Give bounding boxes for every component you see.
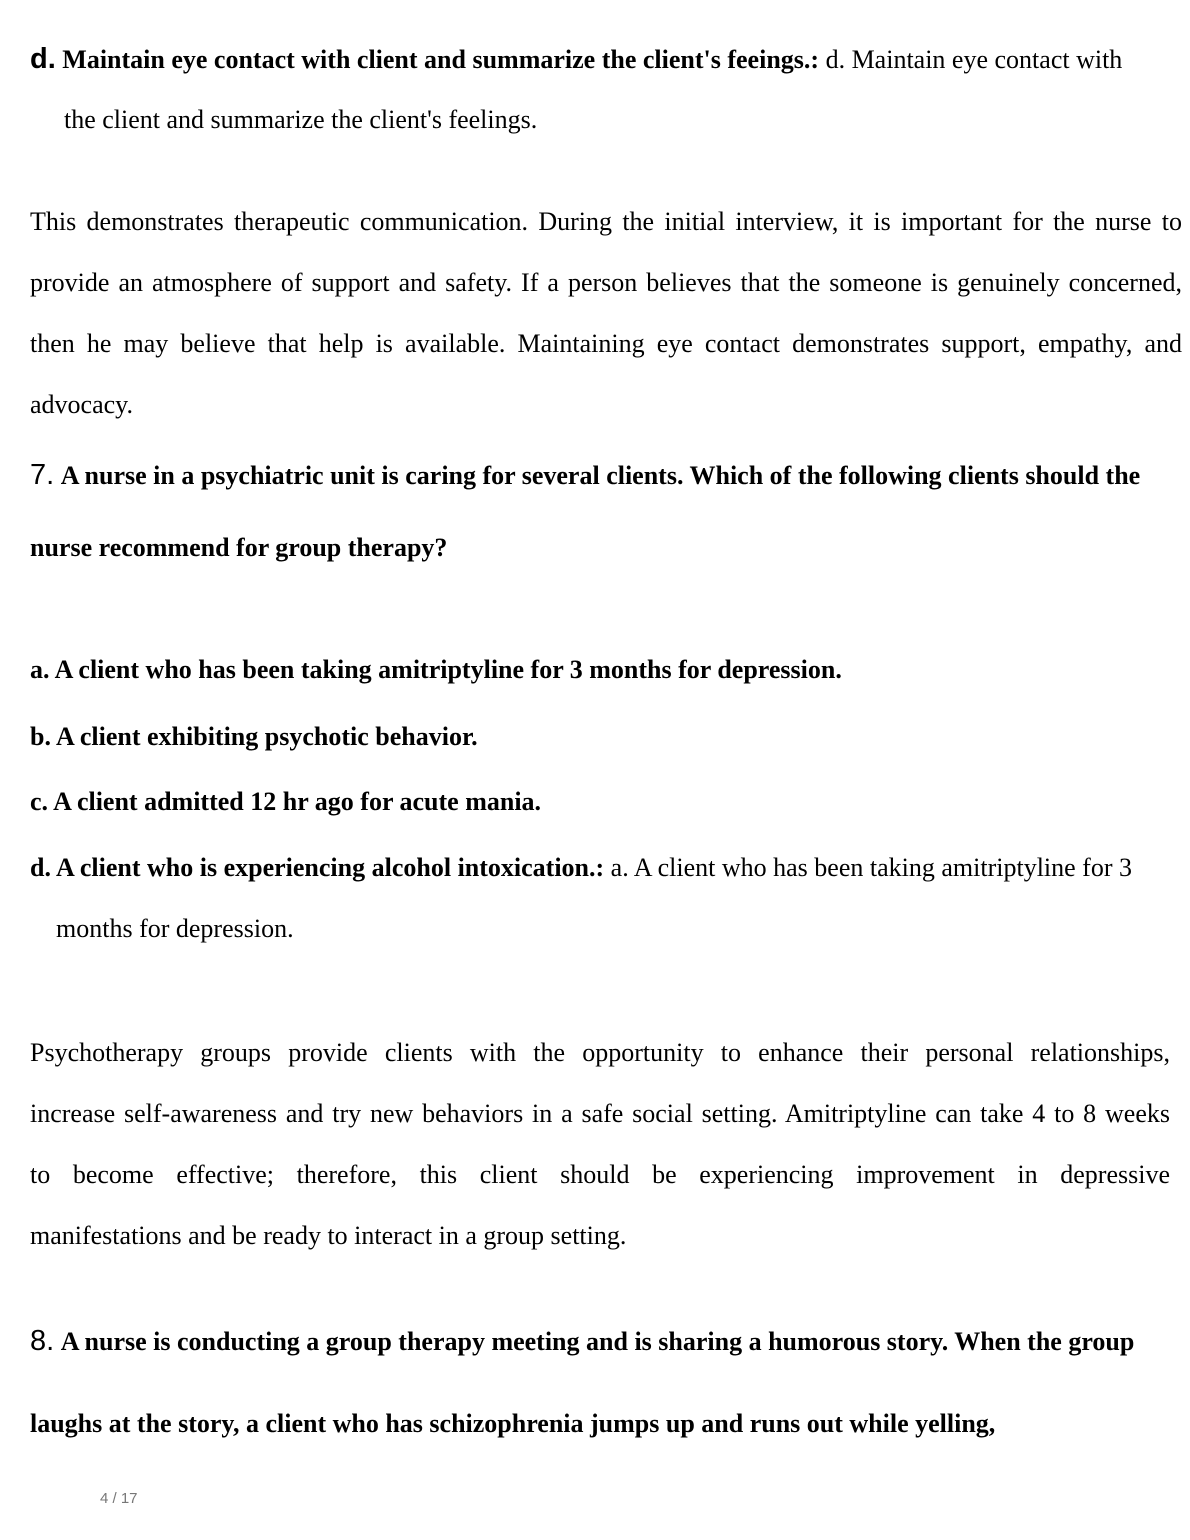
q7-option-a: a. A client who has been taking amitriptyline for 3 months for depression.	[30, 655, 842, 684]
q8-question-line-2: laughs at the story, a client who has schizophrenia jumps up and runs out while yelling,	[30, 1409, 996, 1438]
q7-option-d-line	[30, 855, 1132, 881]
q7-rationale-line-3: to become effective; therefore, this client should be experiencing improvement in depressive	[30, 1162, 1170, 1189]
q6-rationale-line-2: provide an atmosphere of support and safety. If a person believes that the someone is genuinely concerned,	[30, 270, 1182, 297]
q6-option-letter: d.	[30, 43, 56, 75]
q7-option-c: c. A client admitted 12 hr ago for acute mania.	[30, 787, 542, 816]
q6-rationale-line-4: advocacy.	[30, 390, 133, 419]
q6-answer-line	[30, 43, 1123, 75]
q7-rationale-line-4: manifestations and be ready to interact in a group setting.	[30, 1221, 627, 1250]
q7-rationale-line-1: Psychotherapy groups provide clients with the opportunity to enhance their personal relationships,	[30, 1040, 1170, 1067]
q7-rationale-line-2: increase self-awareness and try new behaviors in a safe social setting. Amitriptyline can take 4 to 8 weeks	[30, 1101, 1170, 1128]
q6-option-text: Maintain eye contact with client and summarize the client's feeings.:	[62, 45, 820, 74]
q6-answer-text: d. Maintain eye contact with	[825, 45, 1123, 74]
q6-rationale-line-3: then he may believe that help is available. Maintaining eye contact demonstrates support, empathy, and	[30, 331, 1182, 358]
q8-question-line-1	[30, 1325, 1135, 1357]
q8-number: 8.	[30, 1325, 55, 1357]
q7-question-text: A nurse in a psychiatric unit is caring for several clients. Which of the following clients should the	[60, 461, 1141, 490]
q7-question-line-2: nurse recommend for group therapy?	[30, 533, 448, 562]
q7-question-line-1	[30, 459, 1141, 491]
q7-option-d: d. A client who is experiencing alcohol intoxication.:	[30, 853, 605, 882]
q7-option-b: b. A client exhibiting psychotic behavior.	[30, 722, 478, 751]
q8-question-text: A nurse is conducting a group therapy meeting and is sharing a humorous story. When the group	[60, 1327, 1135, 1356]
q7-answer-text: a. A client who has been taking amitriptyline for 3	[610, 853, 1132, 882]
q7-number: 7.	[30, 459, 55, 491]
q7-answer-continuation: months for depression.	[56, 914, 294, 943]
q6-answer-continuation: the client and summarize the client's feelings.	[64, 105, 538, 134]
page-number: 4 / 17	[100, 1490, 138, 1507]
q6-rationale-line-1: This demonstrates therapeutic communication. During the initial interview, it is important for the nurse to	[30, 209, 1182, 236]
